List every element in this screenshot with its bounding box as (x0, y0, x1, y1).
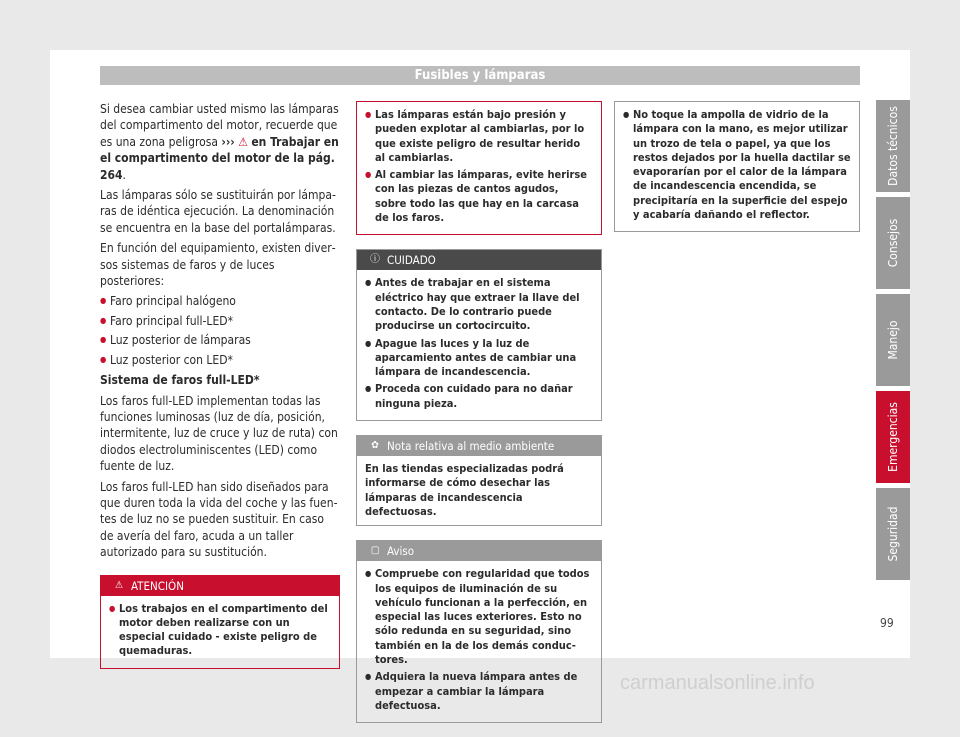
column-left (100, 101, 340, 683)
tab-label: Seguridad (886, 506, 900, 562)
tab-label: Emergencias (886, 402, 900, 472)
column-middle (356, 101, 602, 737)
note-icon: ▢ (370, 545, 380, 557)
headlight-list (100, 293, 340, 368)
paragraph-3: En función del equipamiento, existen diversos sistemas de faros y de luces posteriores: (100, 241, 336, 289)
aviso-body (357, 561, 601, 722)
intro-end: . (122, 167, 126, 182)
subheading: Sistema de faros full-LED* (100, 373, 260, 388)
list-item: ● Luz posterior con LED* (100, 352, 340, 368)
tab-seguridad[interactable] (876, 488, 910, 580)
tab-emergencias[interactable] (876, 391, 910, 483)
list-item: ● Apague las luces y la luz de aparcamiento antes de cambiar una lámpara de incandescencia. (365, 337, 593, 380)
tab-label: Manejo (886, 320, 900, 360)
environment-body: En las tiendas especializadas podrá informarse de cómo desechar las lámparas de incandescencia defectuosas. (365, 462, 564, 518)
warning-icon: ⚠ (238, 134, 248, 149)
intro-text: Si desea cambiar usted mismo las lámparas del compartimento del motor, recuerde que es una zona peligrosa (100, 102, 339, 149)
cuidado-body (357, 270, 601, 420)
list-item: ● Los trabajos en el compartimento del motor deben realizarse con un especial cuidado - existe peligro de quemaduras. (109, 602, 331, 659)
tab-label: Datos técnicos (886, 106, 900, 186)
atencion-continued-body (357, 102, 601, 234)
list-item: ● Luz posterior de lámparas (100, 332, 340, 348)
list-item: ● Adquiera la nueva lámpara antes de empezar a cambiar la lámpara defectuosa. (365, 670, 593, 713)
atencion-header (101, 576, 339, 596)
intro-paragraph (100, 101, 340, 183)
warning-icon: ⚠ (114, 579, 124, 591)
list-item: ● Las lámparas están bajo presión y pueden explotar al cambiarlas, por lo que existe peligro de resultar herido al cambiarlas. (365, 108, 593, 165)
column-right (614, 101, 860, 246)
list-item: ● No toque la ampolla de vidrio de la lámpara con la mano, es mejor utilizar un trozo de tela o papel, ya que los restos dejados por la huella dactilar se evaporarían por el calor de la lámpara de incandescencia encendida, se precipitaría en la superficie del espejo y acabaría dañando el reflector. (623, 108, 851, 222)
atencion-body (101, 596, 339, 668)
paragraph-4: Los faros full-LED implementan todas las funciones luminosas (luz de día, posición, intermitente, luz de cruce y luz de ruta) con diodos electroluminiscentes (LED) como fuente de luz. (100, 393, 338, 474)
cuidado-title: CUIDADO (387, 253, 436, 268)
cross-ref-arrow: ››› (221, 134, 235, 149)
cross-ref-link[interactable]: en Trabajar en el compartimento del motor de la pág. 264 (100, 134, 339, 182)
cuidado-box (356, 249, 602, 421)
tab-manejo[interactable] (876, 294, 910, 386)
list-item: ● Faro principal full-LED* (100, 313, 340, 329)
atencion-title: ATENCIÓN (131, 578, 184, 593)
atencion-box (100, 575, 340, 669)
info-circle-icon: ⓘ (370, 254, 380, 266)
tab-datos-tecnicos[interactable] (876, 100, 910, 192)
section-header: Fusibles y lámparas (100, 66, 860, 85)
environment-box (356, 435, 602, 526)
note-continued-body (615, 102, 859, 231)
cuidado-header (357, 250, 601, 270)
environment-header (357, 436, 601, 456)
list-item: ● Compruebe con regularidad que todos los equipos de iluminación de su vehículo funcionan a la perfección, en especial las luces exteriores. Esto no sólo redunda en su seguridad, sino también en la de los demás conductores. (365, 567, 593, 667)
list-item: ● Antes de trabajar en el sistema eléctrico hay que extraer la llave del contacto. De lo contrario puede producirse un cortocircuito. (365, 276, 593, 333)
note-continued-box (614, 101, 860, 232)
watermark: carmanualsonline.info (620, 672, 815, 694)
list-item: ● Proceda con cuidado para no dañar ninguna pieza. (365, 382, 593, 411)
tab-consejos[interactable] (876, 197, 910, 289)
list-item: ● Al cambiar las lámparas, evite herirse con las piezas de cantos agudos, sobre todo las que hay en la carcasa de los faros. (365, 168, 593, 225)
environment-icon: ✿ (371, 440, 379, 452)
aviso-header (357, 541, 601, 561)
atencion-continued-box (356, 101, 602, 235)
paragraph-2: Las lámparas sólo se sustituirán por lámparas de idéntica ejecución. La denominación se encuentra en la base del portalámparas. (100, 188, 336, 235)
aviso-title: Aviso (387, 544, 415, 559)
list-item: ● Faro principal halógeno (100, 293, 340, 309)
tab-label: Consejos (886, 218, 900, 268)
page-number: 99 (880, 616, 894, 630)
aviso-box (356, 540, 602, 723)
paragraph-5: Los faros full-LED han sido diseñados para que duren toda la vida del coche y las fuentes de luz no se pueden sustituir. En caso de avería del faro, acuda a un taller autorizado para su sustitución. (100, 479, 338, 560)
environment-title: Nota relativa al medio ambiente (387, 439, 555, 454)
